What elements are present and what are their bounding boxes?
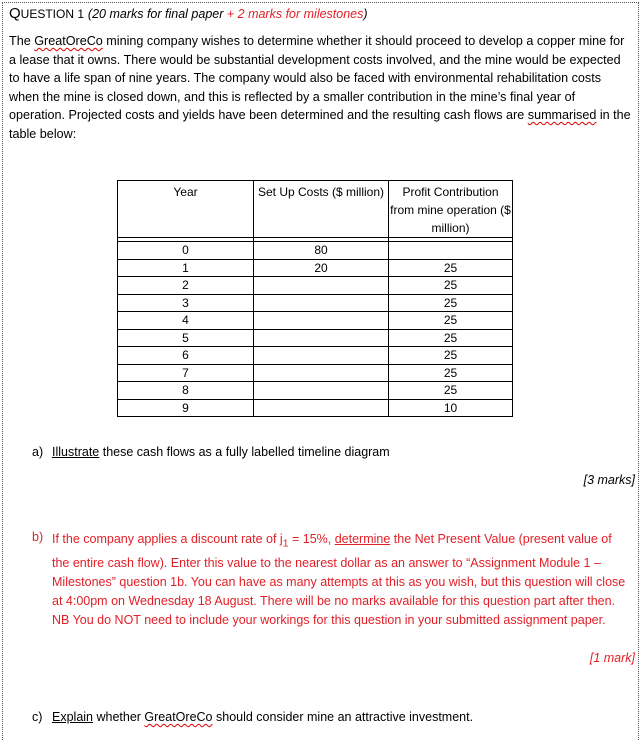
setup-cell	[254, 382, 389, 400]
part-a-verb: Illustrate	[52, 445, 100, 459]
year-cell: 4	[118, 312, 254, 330]
setup-cell	[254, 312, 389, 330]
marks-open: (20 marks for final paper	[87, 7, 227, 21]
profit-cell: 25	[389, 277, 513, 295]
year-cell: 3	[118, 294, 254, 312]
summarised-word: summarised	[527, 108, 597, 122]
table-row	[118, 364, 513, 382]
profit-cell: 25	[389, 364, 513, 382]
table-row	[118, 382, 513, 400]
part-b-marks: [1 mark]	[589, 651, 635, 665]
table-row	[118, 259, 513, 277]
profit-cell: 25	[389, 329, 513, 347]
part-b-subscript: 1	[282, 538, 289, 550]
part-b-text-1: If the company applies a discount rate of j	[52, 532, 283, 546]
profit-cell	[389, 242, 513, 260]
part-c-company: GreatOreCo	[144, 710, 213, 724]
table-row	[118, 294, 513, 312]
part-a	[32, 445, 390, 459]
profit-cell: 25	[389, 347, 513, 365]
part-b-text-3: the Net Present Value (present value of the entire cash flow). Enter this value to the nearest dollar as an answer to “Assignment Module 1 – Milestones” question 1b. You can have as many attempts at this as you wish, but this question will close at 4:00pm on Wednesday 18 August. There will be no marks available for this question part after then. NB You do NOT need to include your workings for this question in your submitted assignment paper.	[52, 532, 626, 627]
setup-cell: 20	[254, 259, 389, 277]
table-header-row	[118, 181, 513, 238]
profit-cell: 25	[389, 294, 513, 312]
table-row	[118, 347, 513, 365]
setup-cell	[254, 294, 389, 312]
setup-cell	[254, 399, 389, 417]
part-c-text-2: should consider mine an attractive investment.	[212, 710, 474, 724]
header-year: Year	[118, 181, 254, 238]
setup-cell	[254, 277, 389, 295]
profit-cell: 10	[389, 399, 513, 417]
table-row	[118, 277, 513, 295]
year-cell: 6	[118, 347, 254, 365]
part-c-text-1: whether	[93, 710, 145, 724]
year-cell: 2	[118, 277, 254, 295]
header-profit: Profit Contribution from mine operation ($ million)	[389, 181, 513, 238]
intro-text-3: in the table below:	[9, 108, 631, 141]
table-row	[118, 329, 513, 347]
setup-cell: 80	[254, 242, 389, 260]
table-row	[118, 399, 513, 417]
part-b-label: b)	[32, 530, 44, 544]
profit-cell: 25	[389, 259, 513, 277]
part-a-label: a)	[32, 445, 44, 459]
question-title	[9, 5, 368, 22]
setup-cell	[254, 364, 389, 382]
title-rest: UESTION 1	[20, 7, 85, 21]
part-c-label: c)	[32, 710, 43, 724]
header-setup-costs: Set Up Costs ($ million)	[254, 181, 389, 238]
part-a-text: these cash flows as a fully labelled timeline diagram	[99, 445, 390, 459]
setup-cell	[254, 347, 389, 365]
intro-text-1: The	[9, 34, 35, 48]
year-cell: 7	[118, 364, 254, 382]
title-cap: Q	[9, 5, 21, 22]
setup-cell	[254, 329, 389, 347]
intro-paragraph	[9, 32, 633, 143]
table-row	[118, 242, 513, 260]
intro-text-2: mining company wishes to determine whether it should proceed to develop a copper mine for a lease that it owns. There would be substantial development costs involved, and the mine would be expected to have a life span of nine years. The company would also be faced with environmental rehabilitation costs when the mine is closed down, and this is reflected by a smaller contribution in the mine’s final year of operation. Projected costs and yields have been determined and the resulting cash flows are	[9, 34, 625, 122]
year-cell: 9	[118, 399, 254, 417]
year-cell: 5	[118, 329, 254, 347]
part-c-verb: Explain	[52, 710, 93, 724]
year-cell: 8	[118, 382, 254, 400]
profit-cell: 25	[389, 312, 513, 330]
marks-milestones: + 2 marks for milestones	[226, 7, 364, 21]
cash-flow-table	[117, 180, 513, 417]
table-row	[118, 312, 513, 330]
profit-cell: 25	[389, 382, 513, 400]
marks-close: )	[363, 7, 368, 21]
part-b-verb: determine	[334, 532, 391, 546]
part-a-marks: [3 marks]	[583, 473, 635, 487]
year-cell: 0	[118, 242, 254, 260]
title-marks	[88, 7, 368, 21]
part-c	[32, 710, 473, 724]
part-b	[52, 530, 632, 630]
company-name: GreatOreCo	[34, 34, 103, 48]
year-cell: 1	[118, 259, 254, 277]
part-b-text-2: = 15%,	[288, 532, 335, 546]
